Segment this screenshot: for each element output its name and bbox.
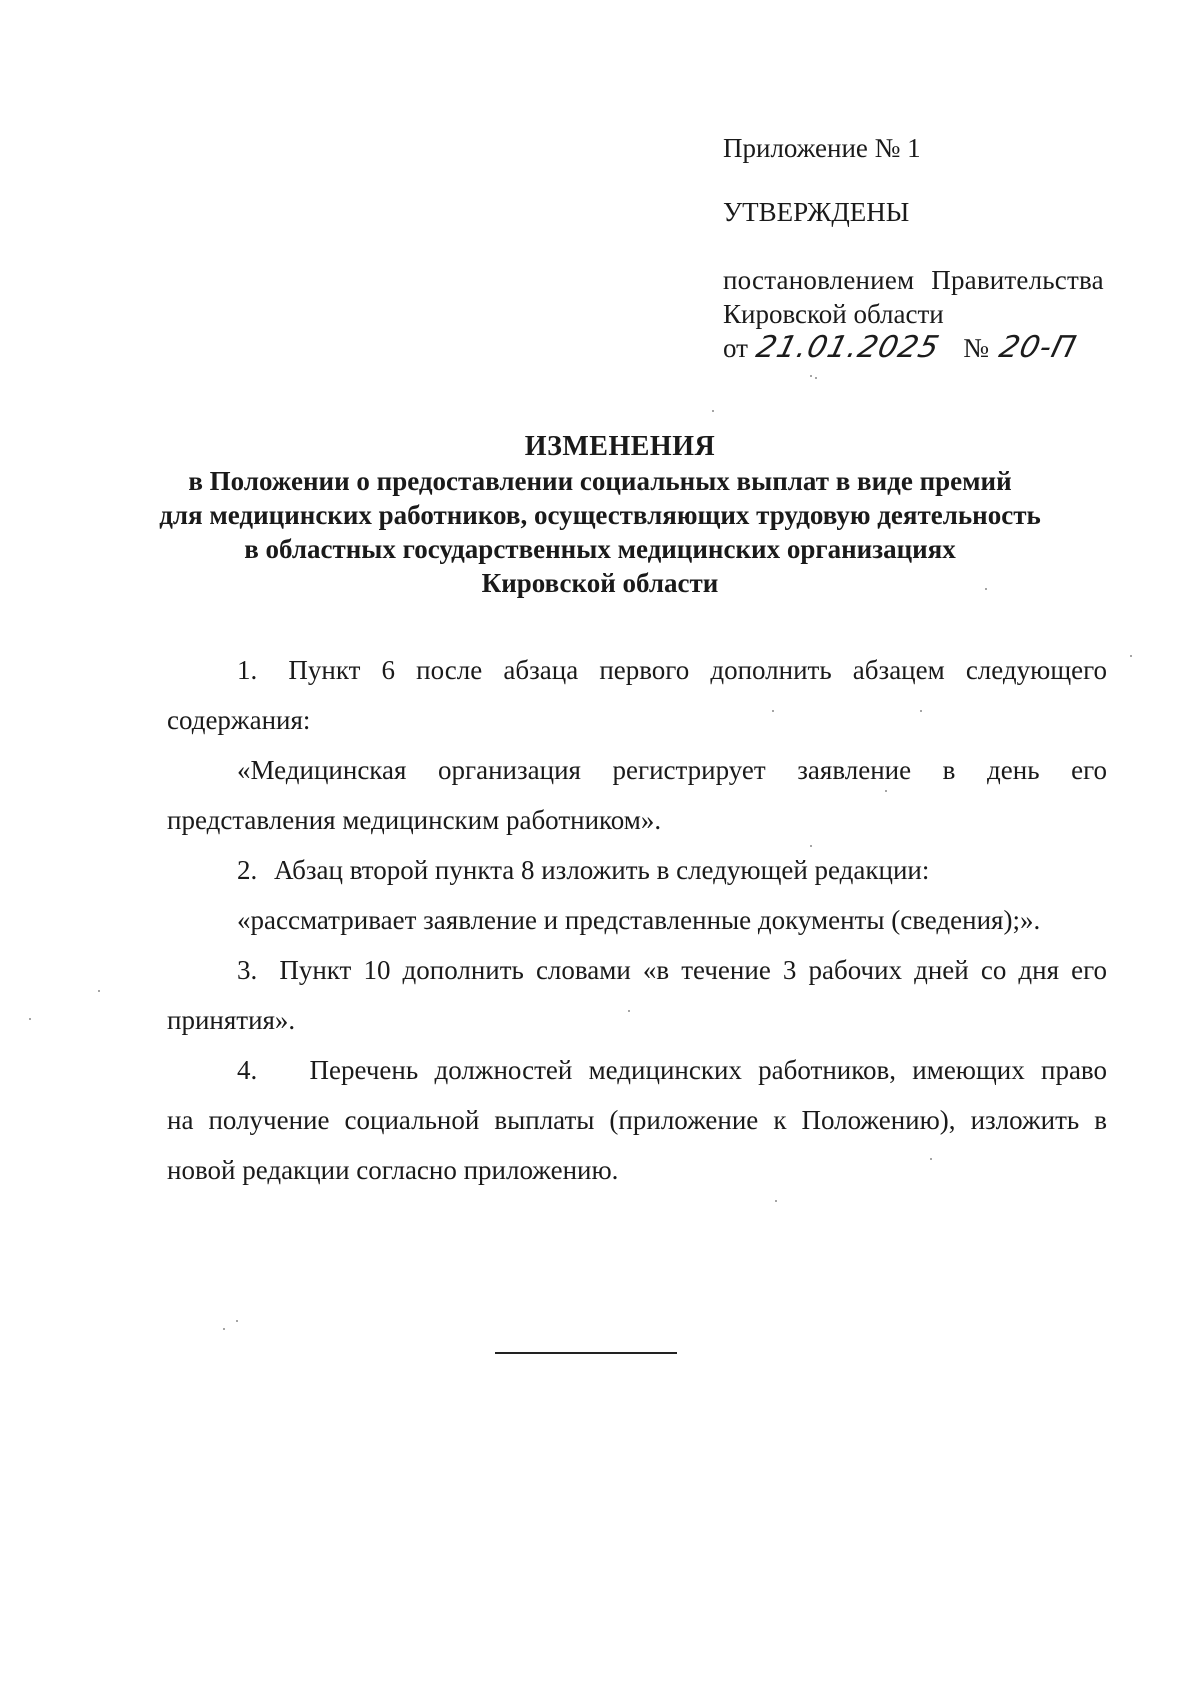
scan-speck [810, 845, 812, 847]
closing-rule [495, 1352, 677, 1354]
item-4-number: 4. [237, 1055, 258, 1085]
item-1 [167, 645, 1107, 695]
scan-speck [985, 588, 987, 590]
heading-line-1: в Положении о предоставлении социальных выплат в виде премий [188, 466, 1012, 496]
scan-speck [236, 1320, 238, 1322]
scan-speck [810, 375, 812, 377]
scan-speck [628, 1010, 630, 1012]
scan-speck [775, 1200, 777, 1202]
item-4-text-c: новой редакции согласно приложению. [167, 1155, 619, 1185]
approved-label: УТВЕРЖДЕНЫ [723, 197, 910, 227]
heading-line-3: в областных государственных медицинских организациях [244, 534, 956, 564]
item-2-number: 2. [237, 855, 258, 885]
item-3-continued: принятия». [167, 1005, 296, 1035]
heading-title: ИЗМЕНЕНИЯ [524, 431, 716, 462]
item-4-text-a: Перечень должностей медицинских работников, имеющих право [309, 1055, 1107, 1085]
scan-speck [29, 1018, 31, 1020]
date-number-line [723, 330, 1080, 365]
item-4 [167, 1045, 1107, 1095]
decree-line [723, 264, 1104, 296]
item-2-quote: «рассматривает заявление и представленные документы (сведения);». [237, 905, 1041, 935]
item-1-quote-a: «Медицинская организация регистрирует заявление в день его [237, 755, 1107, 785]
handwritten-number: 20-П [995, 330, 1080, 365]
appendix-number: Приложение № 1 [723, 133, 921, 163]
decree-word-2: Правительства [931, 265, 1104, 295]
item-4-text-b: на получение социальной выплаты (приложение к Положению), изложить в [167, 1105, 1107, 1135]
scan-speck [1130, 655, 1132, 657]
scan-speck [223, 1328, 225, 1330]
decree-word-1: постановлением [723, 265, 915, 295]
item-3 [167, 945, 1107, 995]
handwritten-date: 21.01.2025 [752, 330, 943, 365]
item-1-quote-b: представления медицинским работником». [167, 805, 662, 835]
item-1-number: 1. [237, 655, 258, 685]
item-2 [167, 845, 1107, 895]
region-line: Кировской области [723, 299, 944, 329]
scan-speck [930, 1158, 932, 1160]
date-prefix: от [723, 333, 748, 363]
item-3-number: 3. [237, 955, 258, 985]
scan-speck [712, 410, 714, 412]
scan-speck [920, 710, 922, 712]
document-heading [0, 430, 1200, 600]
number-prefix: № [963, 333, 989, 363]
scan-speck [98, 990, 100, 992]
item-3-text-a: Пункт 10 дополнить словами «в течение 3 рабочих дней со дня его [279, 955, 1107, 985]
item-1-text-a: Пункт 6 после абзаца первого дополнить абзацем следующего [288, 655, 1107, 685]
item-2-text: Абзац второй пункта 8 изложить в следующей редакции: [274, 855, 930, 885]
document-body [167, 645, 1107, 1195]
item-1-continued: содержания: [167, 705, 311, 735]
scan-speck [815, 377, 817, 379]
scan-speck [885, 790, 887, 792]
scan-speck [772, 710, 774, 712]
heading-line-4: Кировской области [481, 568, 719, 598]
heading-line-2: для медицинских работников, осуществляющих трудовую деятельность [159, 500, 1041, 530]
